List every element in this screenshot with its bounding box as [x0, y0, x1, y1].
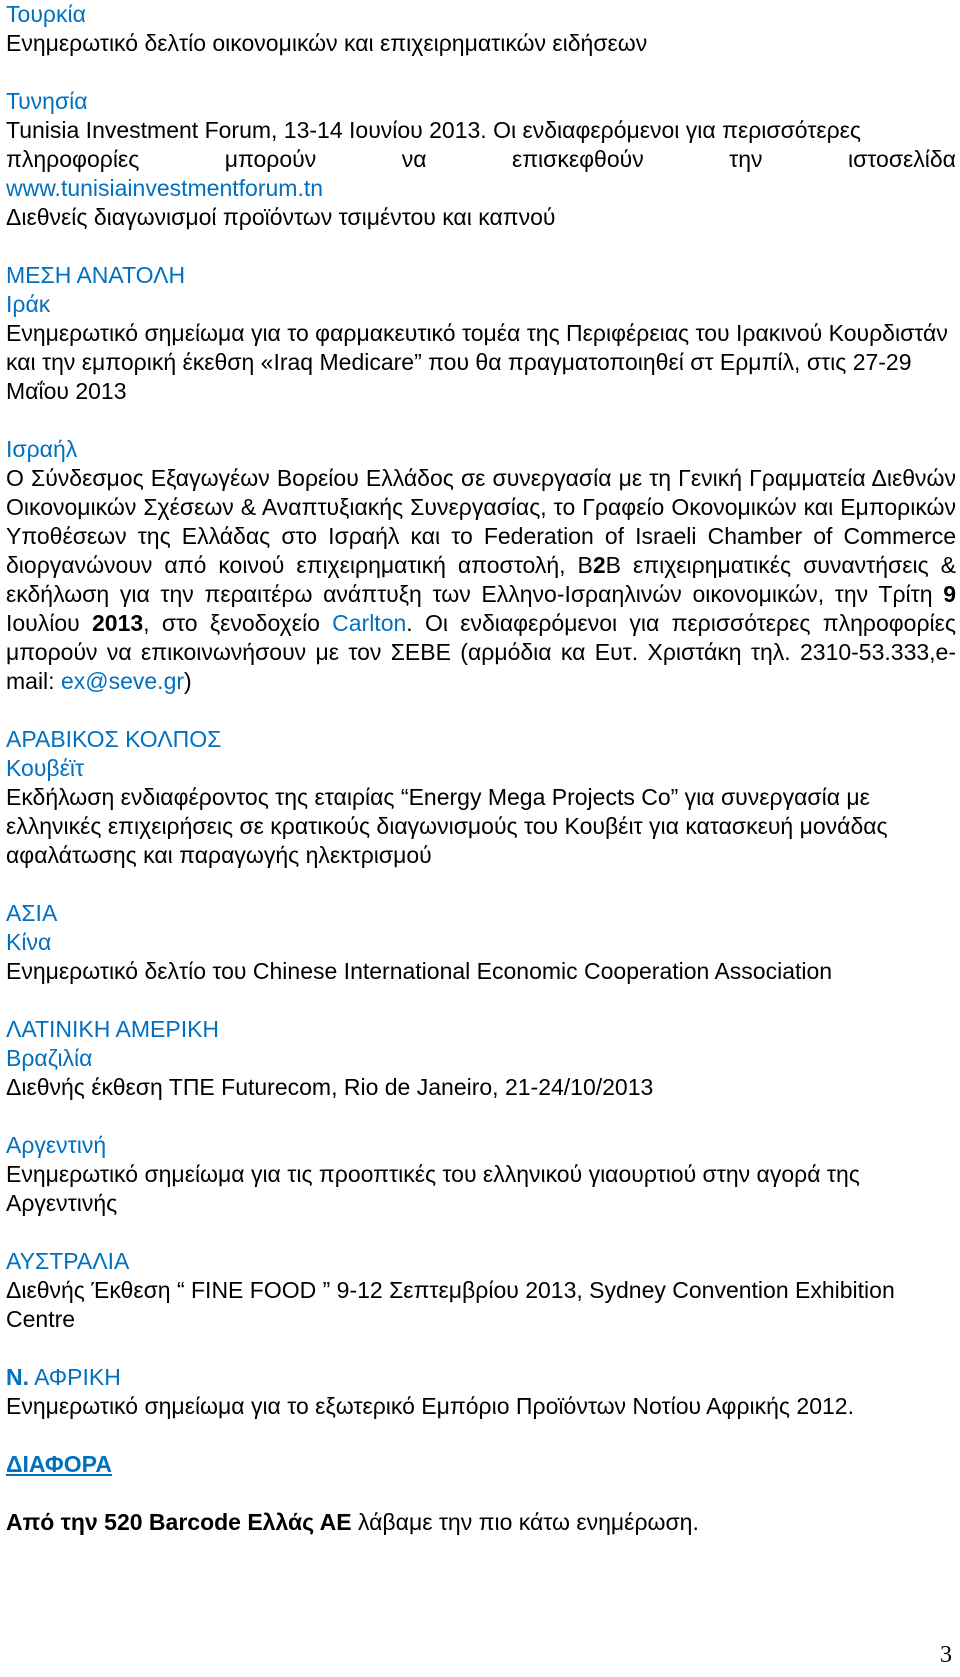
- country-tunisia: Τυνησία: [6, 88, 88, 114]
- israel-text-g: ): [184, 668, 192, 694]
- country-argentina: Αργεντινή: [6, 1132, 107, 1158]
- misc-rest: λάβαμε την πιο κάτω ενημέρωση.: [351, 1509, 699, 1535]
- australia-text: Διεθνής Έκθεση “ FINE FOOD ” 9-12 Σεπτεμβρίου 2013, Sydney Convention Exhibition Centre: [6, 1277, 895, 1332]
- word: πληροφορίες: [6, 146, 140, 172]
- region-south-africa: [6, 1363, 956, 1392]
- region-prefix: Ν.: [6, 1364, 29, 1390]
- argentina-text: Ενημερωτικό σημείωμα για τις προοπτικές του ελληνικού γιαουρτιού στην αγορά της Αργεντινής: [6, 1161, 860, 1216]
- china-text: Ενημερωτικό δελτίο του Chinese International Economic Cooperation Association: [6, 958, 833, 984]
- israel-email-link[interactable]: ex@seve.gr: [60, 668, 185, 694]
- region-middle-east: ΜΕΣΗ ΑΝΑΤΟΛΗ: [6, 262, 186, 288]
- word: επισκεφθούν: [511, 146, 644, 172]
- israel-year: 2013: [92, 610, 144, 636]
- israel-day: 9: [943, 581, 956, 607]
- tunisia-forum-line1: Tunisia Investment Forum, 13-14 Ιουνίου 2013. Οι ενδιαφερόμενοι για περισσότερες: [6, 117, 862, 143]
- israel-text-f: . Οι ενδιαφερόμενοι για περισσότερες πληροφορίες μπορούν να επικοινωνήσουν με τον ΣΕΒΕ (αρμόδια κα Ευτ. Χριστάκη τηλ. 2310-53.333,e-mail:: [6, 610, 956, 694]
- israel-text-b2: 2: [592, 552, 606, 578]
- country-turkey: Τουρκία: [6, 1, 86, 27]
- country-china: Κίνα: [6, 929, 52, 955]
- israel-text-d: Ιουλίου: [6, 610, 92, 636]
- israel-text: [6, 464, 956, 696]
- tunisia-forum-link[interactable]: www.tunisiainvestmentforum.tn: [6, 175, 324, 201]
- israel-hotel-link[interactable]: Carlton: [332, 610, 407, 636]
- word: την: [729, 146, 763, 172]
- region-gulf: ΑΡΑΒΙΚΟΣ ΚΟΛΠΟΣ: [6, 726, 222, 752]
- word: ιστοσελίδα: [847, 146, 956, 172]
- region-latin-america: ΛΑΤΙΝΙΚΗ ΑΜΕΡΙΚΗ: [6, 1016, 220, 1042]
- israel-text-a: Ο Σύνδεσμος Εξαγωγέων Βορείου Ελλάδος σε συνεργασία με τη Γενική Γραμματεία Διεθνών Οικονομικών Σχέσεων & Αναπτυξιακής Συνεργασίας, το Γραφείο Οκονομικών και Εμπορικών Υποθέσεων της Ελλάδας στο Ισραήλ και το Federation of Israeli Chamber of Commerce διοργανώνουν από κοινού επιχειρηματική αποστολή, B: [6, 465, 956, 578]
- document-body: [6, 0, 956, 1537]
- kuwait-text: Εκδήλωση ενδιαφέροντος της εταιρίας “Energy Mega Projects Co” για συνεργασία με ελληνικές επιχειρήσεις σε κρατικούς διαγωνισμούς του Κουβέιτ για κατασκευή μονάδας αφαλάτωσης και παραγωγής ηλεκτρισμού: [6, 784, 888, 868]
- brazil-text: Διεθνής έκθεση ΤΠΕ Futurecom, Rio de Janeiro, 21-24/10/2013: [6, 1074, 654, 1100]
- israel-text-e: , στο ξενοδοχείο: [143, 610, 333, 636]
- misc-heading: ΔΙΑΦΟΡΑ: [6, 1451, 112, 1477]
- region-rest: ΑΦΡΙΚΗ: [29, 1364, 121, 1390]
- south-africa-text: Ενημερωτικό σημείωμα για το εξωτερικό Εμπόριο Προϊόντων Νοτίου Αφρικής 2012.: [6, 1393, 854, 1419]
- israel-text-c: B επιχειρηματικές συναντήσεις & εκδήλωση για την περαιτέρω ανάπτυξη των Ελληνο-Ισραηλινών οικονομικών, την Τρίτη: [6, 552, 956, 607]
- country-brazil: Βραζιλία: [6, 1045, 93, 1071]
- turkey-bulletin-text: Ενημερωτικό δελτίο οικονομικών και επιχειρηματικών ειδήσεων: [6, 30, 648, 56]
- word: μπορούν: [224, 146, 317, 172]
- region-asia: ΑΣΙΑ: [6, 900, 58, 926]
- tunisia-forum-line2: [6, 145, 956, 174]
- tunisia-tenders-text: Διεθνείς διαγωνισμοί προϊόντων τσιμέντου και καπνού: [6, 204, 556, 230]
- region-australia: ΑΥΣΤΡΑΛΙΑ: [6, 1248, 130, 1274]
- misc-bold-part: Από την 520 Barcode Ελλάς ΑΕ: [6, 1509, 352, 1535]
- page-number: 3: [940, 1642, 952, 1668]
- country-iraq: Ιράκ: [6, 291, 51, 317]
- country-israel: Ισραήλ: [6, 436, 78, 462]
- iraq-text: Ενημερωτικό σημείωμα για το φαρμακευτικό τομέα της Περιφέρειας του Ιρακινού Κουρδιστάν και την εμπορική έκεθση «Iraq Medicare” που θα πραγματοποιηθεί στ Ερμπίλ, στις 27-29 Μαΐου 2013: [6, 320, 948, 404]
- country-kuwait: Κουβέϊτ: [6, 755, 85, 781]
- misc-text: [6, 1508, 956, 1537]
- word: να: [401, 146, 427, 172]
